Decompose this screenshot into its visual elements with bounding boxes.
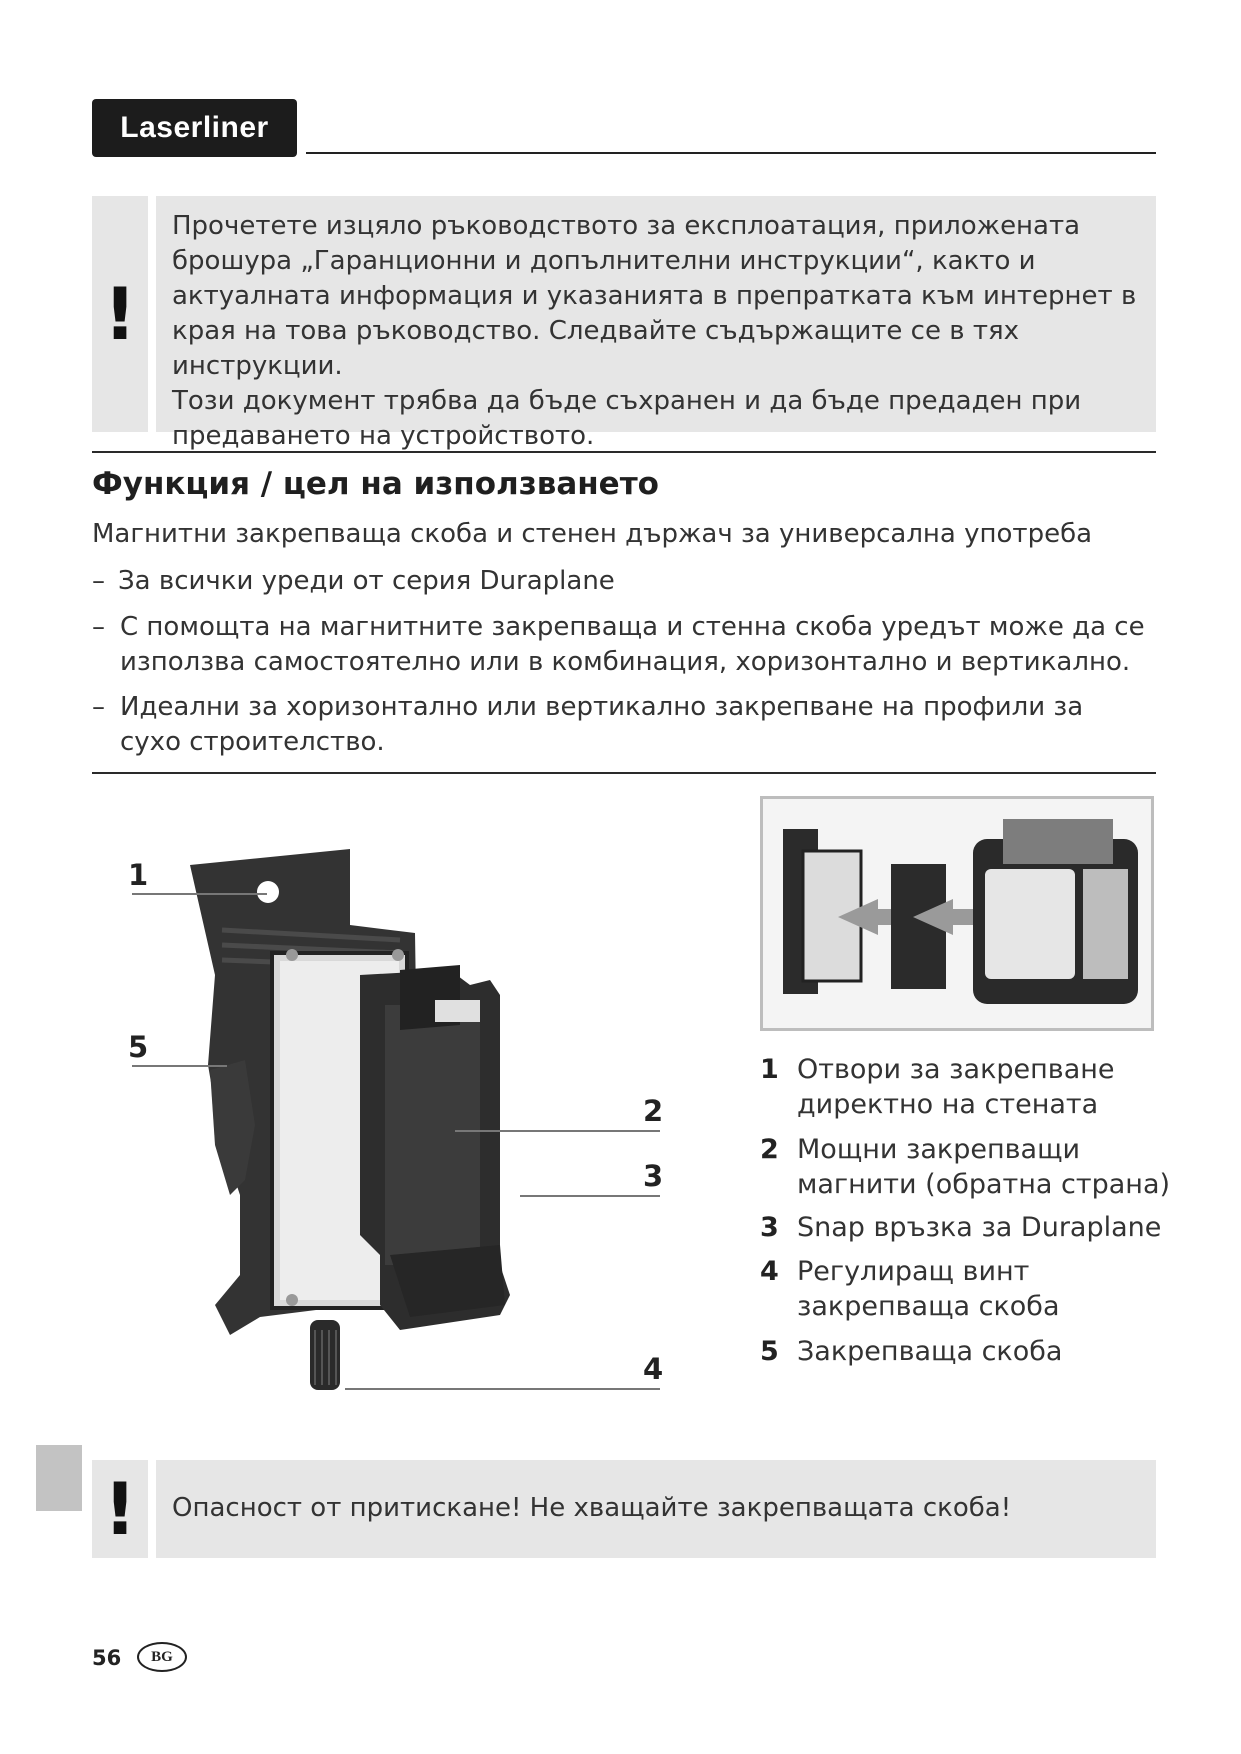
bullet-dash: – <box>92 612 105 642</box>
legend-num: 4 <box>760 1256 779 1287</box>
bullet-line: Идеални за хоризонтално или вертикално закрепване на профили за <box>120 692 1084 722</box>
page-number: 56 <box>92 1646 122 1670</box>
notice-line: брошура „Гаранционни и допълнителни инструкции“, както и <box>172 246 1036 276</box>
legend-num: 5 <box>760 1336 779 1367</box>
rivet <box>392 949 404 961</box>
bullet-item <box>120 610 1145 680</box>
notice-line: актуалната информация и указанията в препратката към интернет в <box>172 281 1137 311</box>
callout-4: 4 <box>643 1352 664 1386</box>
warning-mark-top: ! <box>92 196 148 432</box>
notice-line: Този документ трябва да бъде съхранен и да бъде предаден при <box>172 386 1082 416</box>
product-photo-frame <box>760 796 1154 1031</box>
legend-item <box>797 1052 1115 1122</box>
leader-5 <box>132 1065 227 1067</box>
header-rule <box>306 152 1156 154</box>
legend-line: Закрепваща скоба <box>797 1336 1063 1367</box>
bullet-line: С помощта на магнитните закрепваща и стенна скоба уредът може да се <box>120 612 1145 642</box>
legend-num: 1 <box>760 1054 779 1085</box>
photo-device-side <box>1083 869 1128 979</box>
callout-2: 2 <box>643 1094 664 1128</box>
bullet-line: използва самостоятелно или в комбинация, хоризонтално и вертикално. <box>120 647 1131 677</box>
legend-line: Регулиращ винт <box>797 1256 1030 1287</box>
side-tab-marker <box>36 1445 82 1511</box>
bullet-dash: – <box>92 692 105 722</box>
notice-top-text <box>172 209 1156 454</box>
legend-num: 2 <box>760 1134 779 1165</box>
leader-2 <box>455 1130 660 1132</box>
rivet <box>286 949 298 961</box>
legend-item <box>797 1132 1170 1202</box>
leader-1 <box>132 893 267 895</box>
brand-logo: Laserliner <box>92 99 297 157</box>
legend-line: магнити (обратна страна) <box>797 1169 1171 1200</box>
section-title: Функция / цел на използването <box>92 466 659 502</box>
notice-bottom-box <box>156 1460 1156 1558</box>
snap-holder-face <box>385 1005 480 1265</box>
notice-bottom-text: Опасност от притискане! Не хващайте закрепващата скоба! <box>172 1493 1012 1523</box>
bullet-item <box>120 690 1083 760</box>
leader-4 <box>345 1388 660 1390</box>
photo-device-panel <box>985 869 1075 979</box>
combination-photo <box>763 799 1151 1028</box>
callout-5: 5 <box>128 1030 149 1064</box>
photo-device-head <box>1003 819 1113 864</box>
section-rule-bottom <box>92 772 1156 774</box>
legend-line: Snap връзка за Duraplane <box>797 1212 1162 1243</box>
legend-item <box>797 1334 1062 1369</box>
bracket-illustration <box>160 835 620 1405</box>
legend-item <box>797 1210 1161 1245</box>
leader-3 <box>520 1195 660 1197</box>
legend-line: закрепваща скоба <box>797 1291 1060 1322</box>
bullet-line: За всички уреди от серия Duraplane <box>118 566 615 596</box>
section-rule-top <box>92 451 1156 453</box>
snap-pin <box>435 1000 480 1022</box>
notice-line: предаването на устройството. <box>172 421 595 451</box>
bullet-dash: – <box>92 566 105 596</box>
bullet-item <box>118 564 615 599</box>
mounting-hole <box>257 881 279 903</box>
legend-line: Отвори за закрепване <box>797 1054 1115 1085</box>
legend-item <box>797 1254 1060 1324</box>
section-intro: Магнитни закрепваща скоба и стенен държач за универсална употреба <box>92 519 1093 549</box>
bullet-line: сухо строителство. <box>120 727 385 757</box>
callout-1: 1 <box>128 858 149 892</box>
notice-top-box <box>156 196 1156 451</box>
legend-line: директно на стената <box>797 1089 1099 1120</box>
language-badge: BG <box>137 1642 187 1672</box>
callout-3: 3 <box>643 1159 664 1193</box>
warning-mark-bottom: ! <box>92 1460 148 1558</box>
legend-num: 3 <box>760 1212 779 1243</box>
notice-line: Прочетете изцяло ръководството за експлоатация, приложената <box>172 211 1081 241</box>
legend-line: Мощни закрепващи <box>797 1134 1081 1165</box>
notice-line: края на това ръководство. Следвайте съдържащите се в тях инструкции. <box>172 316 1019 381</box>
rivet <box>286 1294 298 1306</box>
snap-base <box>390 1245 505 1317</box>
